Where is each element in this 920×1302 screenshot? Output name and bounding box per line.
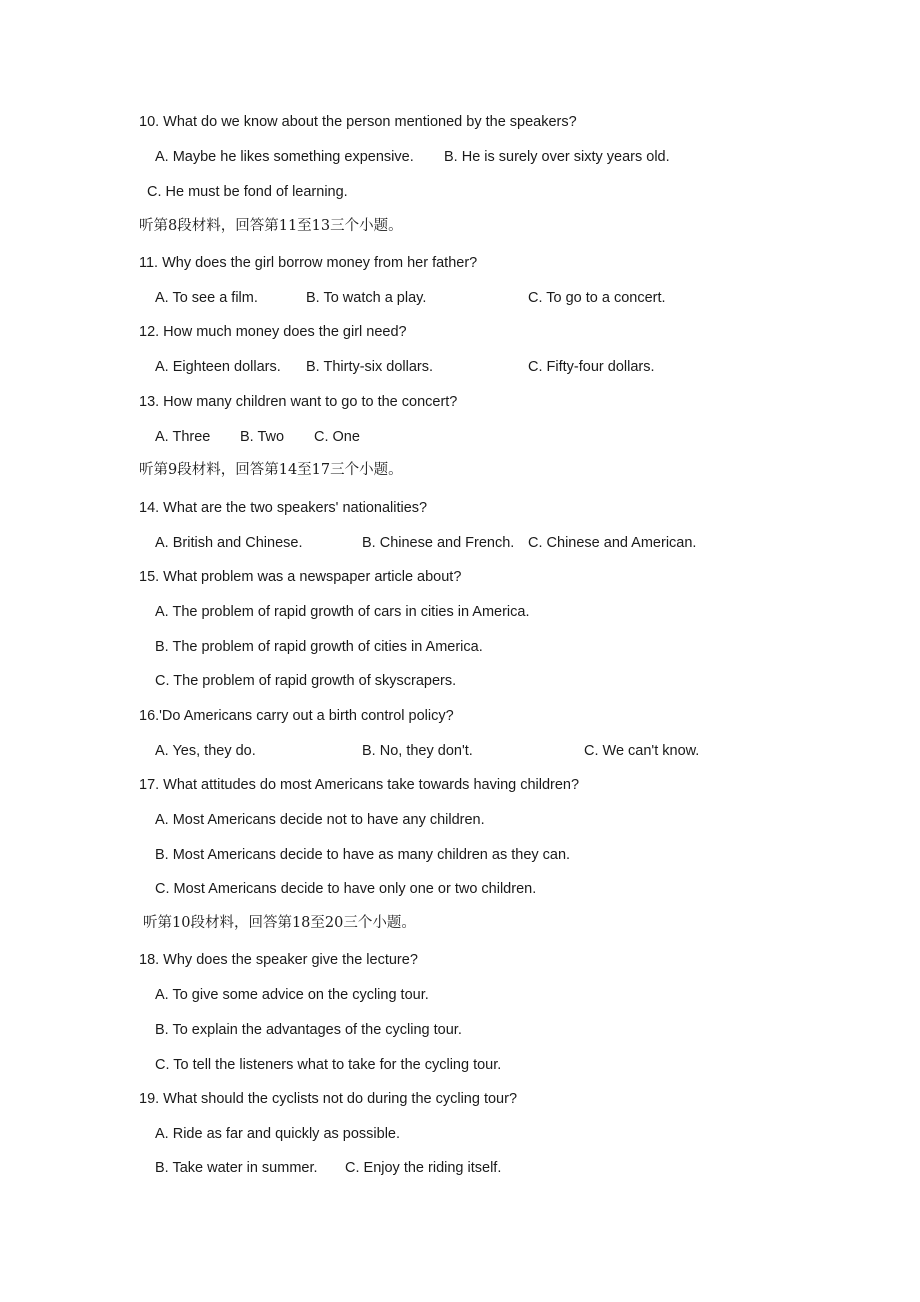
section-10-instruction: 听第10段材料，回答第18至20三个小题。 bbox=[143, 915, 416, 931]
question-13: 13. How many children want to go to the concert? bbox=[139, 394, 458, 410]
question-12: 12. How much money does the girl need? bbox=[139, 324, 407, 340]
q18-option-a: A. To give some advice on the cycling tour. bbox=[155, 987, 429, 1003]
question-14: 14. What are the two speakers' nationalities? bbox=[139, 500, 428, 516]
question-19: 19. What should the cyclists not do during the cycling tour? bbox=[139, 1091, 518, 1107]
question-18: 18. Why does the speaker give the lecture? bbox=[139, 952, 418, 968]
q15-option-a: A. The problem of rapid growth of cars in cities in America. bbox=[155, 604, 530, 620]
section-8-instruction: 听第8段材料，回答第11至13三个小题。 bbox=[139, 218, 403, 234]
question-15: 15. What problem was a newspaper article about? bbox=[139, 569, 462, 585]
q19-option-a: A. Ride as far and quickly as possible. bbox=[155, 1126, 401, 1142]
q13-option-b: B. Two bbox=[240, 429, 285, 445]
section-9-instruction: 听第9段材料，回答第14至17三个小题。 bbox=[139, 462, 403, 478]
q11-option-b: B. To watch a play. bbox=[306, 290, 427, 306]
q16-option-c: C. We can't know. bbox=[584, 743, 700, 759]
q15-option-c: C. The problem of rapid growth of skyscrapers. bbox=[155, 673, 457, 689]
q11-option-a: A. To see a film. bbox=[155, 290, 258, 306]
q14-option-a: A. British and Chinese. bbox=[155, 535, 303, 551]
q17-option-a: A. Most Americans decide not to have any children. bbox=[155, 812, 485, 828]
q12-option-b: B. Thirty-six dollars. bbox=[306, 359, 434, 375]
q17-option-b: B. Most Americans decide to have as many children as they can. bbox=[155, 847, 571, 863]
question-17: 17. What attitudes do most Americans take towards having children? bbox=[139, 777, 580, 793]
q12-option-c: C. Fifty-four dollars. bbox=[528, 359, 655, 375]
q10-option-c: C. He must be fond of learning. bbox=[147, 184, 348, 200]
q13-option-c: C. One bbox=[314, 429, 360, 445]
q18-option-c: C. To tell the listeners what to take for the cycling tour. bbox=[155, 1057, 502, 1073]
q12-option-a: A. Eighteen dollars. bbox=[155, 359, 281, 375]
question-16: 16.'Do Americans carry out a birth control policy? bbox=[139, 708, 454, 724]
q13-option-a: A. Three bbox=[155, 429, 211, 445]
q18-option-b: B. To explain the advantages of the cycling tour. bbox=[155, 1022, 462, 1038]
q11-option-c: C. To go to a concert. bbox=[528, 290, 666, 306]
q15-option-b: B. The problem of rapid growth of cities in America. bbox=[155, 639, 483, 655]
question-10: 10. What do we know about the person mentioned by the speakers? bbox=[139, 114, 577, 130]
q10-option-a: A. Maybe he likes something expensive. bbox=[155, 149, 414, 165]
q16-option-a: A. Yes, they do. bbox=[155, 743, 256, 759]
q19-option-b: B. Take water in summer. bbox=[155, 1160, 318, 1176]
q10-option-b: B. He is surely over sixty years old. bbox=[444, 149, 670, 165]
q16-option-b: B. No, they don't. bbox=[362, 743, 473, 759]
question-11: 11. Why does the girl borrow money from her father? bbox=[139, 255, 478, 271]
q17-option-c: C. Most Americans decide to have only one or two children. bbox=[155, 881, 537, 897]
q14-option-c: C. Chinese and American. bbox=[528, 535, 697, 551]
q19-option-c: C. Enjoy the riding itself. bbox=[345, 1160, 502, 1176]
q14-option-b: B. Chinese and French. bbox=[362, 535, 515, 551]
